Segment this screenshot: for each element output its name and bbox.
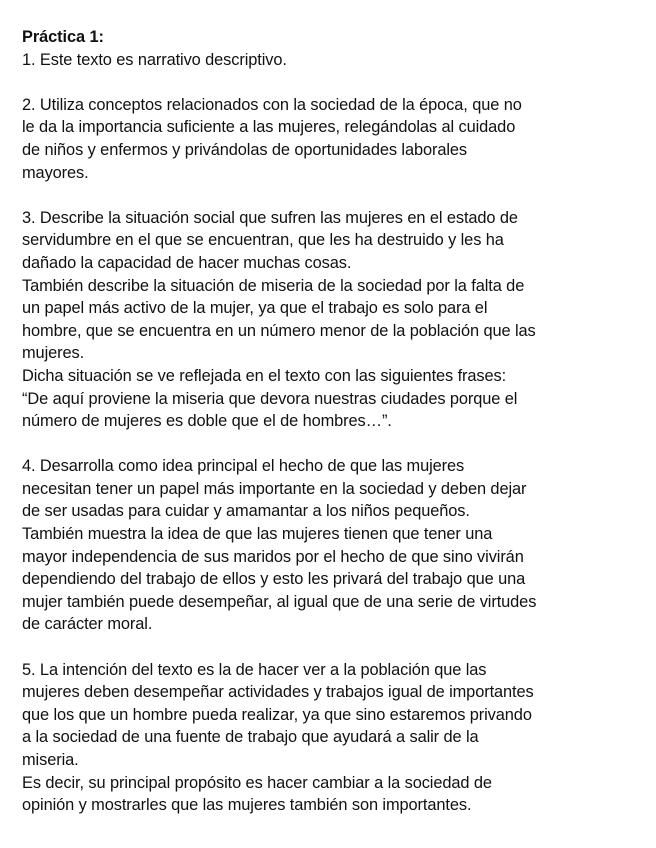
answer-3-line: número de mujeres es doble que el de hombres…”. [22,412,392,431]
document-title: Práctica 1: [22,28,104,46]
answer-3-line: 3. Describe la situación social que sufren las mujeres en el estado de [22,208,518,227]
answer-2-line: mayores. [22,163,89,182]
answer-5-line: opinión y mostrarles que las mujeres también son importantes. [22,796,472,815]
answer-2-line: le da la importancia suficiente a las mujeres, relegándolas al cuidado [22,118,516,137]
answer-3-line: mujeres. [22,344,85,363]
answer-4-line: mujer también puede desempeñar, al igual que de una serie de virtudes [22,592,537,611]
paragraph-gap [22,71,634,94]
answer-4-line: de ser usadas para cuidar y amamantar a los niños pequeños. [22,502,470,521]
answer-5-line: a la sociedad de una fuente de trabajo que ayudará a salir de la [22,728,479,747]
answer-2 [22,94,634,184]
answer-5-line: mujeres deben desempeñar actividades y trabajos igual de importantes [22,683,534,702]
answer-5-line: 5. La intención del texto es la de hacer ver a la población que las [22,660,487,679]
answer-4-line: También muestra la idea de que las mujeres tienen que tener una [22,525,493,544]
answer-4-line: dependiendo del trabajo de ellos y esto les privará del trabajo que una [22,570,526,589]
paragraph-gap [22,433,634,456]
paragraph-gap [22,636,634,659]
answer-3-line: También describe la situación de miseria de la sociedad por la falta de [22,276,525,295]
answer-3-line: un papel más activo de la mujer, ya que el trabajo es solo para el [22,299,488,318]
answer-3-line: servidumbre en el que se encuentran, que les ha destruido y les ha [22,231,504,250]
answer-4-line: mayor independencia de sus maridos por el hecho de que sino vivirán [22,547,524,566]
answer-5-line: Es decir, su principal propósito es hacer cambiar a la sociedad de [22,773,492,792]
answer-1 [22,49,634,72]
answer-2-line: de niños y enfermos y privándolas de oportunidades laborales [22,140,468,159]
answer-5 [22,659,634,817]
document-page [22,26,634,817]
answer-3-line: dañado la capacidad de hacer muchas cosas. [22,253,352,272]
answer-5-line: que los que un hombre pueda realizar, ya que sino estaremos privando [22,705,532,724]
answer-5-line: miseria. [22,751,79,769]
answer-4-line: de carácter moral. [22,615,153,634]
answer-4-line: necesitan tener un papel más importante en la sociedad y deben dejar [22,479,527,498]
answer-4 [22,455,634,636]
paragraph-gap [22,184,634,207]
answer-4-line: 4. Desarrolla como idea principal el hecho de que las mujeres [22,457,465,476]
answer-2-line: 2. Utiliza conceptos relacionados con la sociedad de la época, que no [22,95,522,114]
answer-3-line: “De aquí proviene la miseria que devora nuestras ciudades porque el [22,389,518,408]
answer-1-line: 1. Este texto es narrativo descriptivo. [22,50,287,69]
answer-3-line: Dicha situación se ve reflejada en el texto con las siguientes frases: [22,366,507,385]
answer-3-line: hombre, que se encuentra en un número menor de la población que las [22,321,536,340]
answer-3 [22,207,634,433]
